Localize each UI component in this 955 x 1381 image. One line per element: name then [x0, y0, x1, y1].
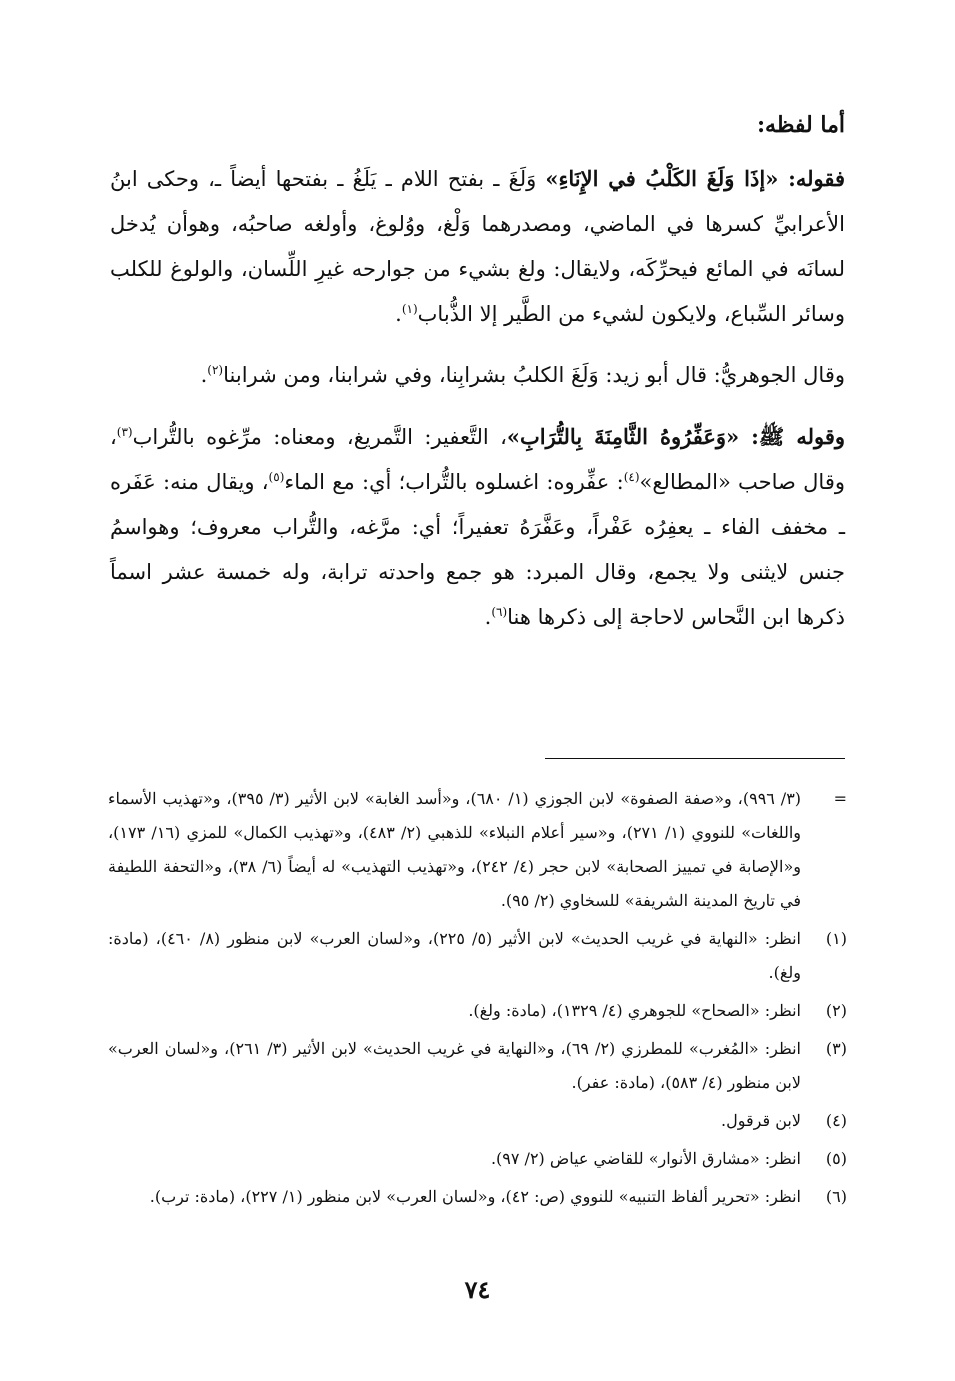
footnote-continued	[108, 782, 847, 918]
footnote-5	[108, 1142, 847, 1176]
footnote-1	[108, 922, 847, 990]
footnote-text: انظر: «تحرير ألفاظ التنبيه» للنووي (ص: ٤٢)، و«لسان العرب» لابن منظور (١/ ٢٢٧)، (مادة: ترب).	[149, 1187, 801, 1206]
footnote-marker: =	[833, 789, 847, 808]
footnote-ref-5[interactable]: (٥)	[268, 470, 285, 484]
footnote-2	[108, 994, 847, 1028]
paragraph-3	[110, 414, 845, 640]
hadith-quote-2: «وَعَفِّرُوهُ الثَّامِنَةَ بِالتُّرَابِ»	[506, 424, 740, 449]
paragraph-2	[110, 353, 845, 398]
p1-end: .	[395, 302, 402, 326]
p2-text: وقال الجوهريُّ: قال أبو زيد: وَلَغَ الكلبُ بشرابِنا، وفي شرابنا، ومن شرابنا	[223, 363, 845, 387]
footnote-text: انظر: «مشارق الأنوار» للقاضي عياض (٢/ ٩٧).	[490, 1149, 801, 1168]
p2-end: .	[200, 363, 208, 387]
footnote-ref-3[interactable]: (٣)	[116, 425, 133, 439]
footnote-number: (٣)	[825, 1039, 847, 1058]
p3-text-1: ، التَّعفير: التَّمريغ، ومعناه: مرِّغوه بالتُّراب	[132, 425, 507, 449]
p1-lead: فقوله:	[778, 166, 846, 191]
p3-end: .	[484, 605, 492, 629]
footnote-number: (١)	[825, 929, 847, 948]
footnotes	[108, 782, 847, 1218]
footnote-4	[108, 1104, 847, 1138]
footnote-text: انظر: «النهاية في غريب الحديث» لابن الأثير (٥/ ٢٢٥)، و«لسان العرب» لابن منظور (٨/ ٤٦٠)، (مادة: ولغ).	[108, 929, 802, 982]
footnote-ref-6[interactable]: (٦)	[491, 605, 508, 619]
footnote-ref-4[interactable]: (٤)	[623, 470, 640, 484]
section-heading: أما لفظه:	[756, 112, 845, 138]
p3-text-3: : عفِّروه: اغسلوه بالتُّراب؛ أي: مع الماء	[284, 470, 624, 494]
footnote-number: (٥)	[825, 1149, 847, 1168]
hadith-quote-1: «إذَا وَلَغَ الكَلْبُ في الإِنَاءِ»	[545, 166, 779, 191]
footnote-text: (٣/ ٩٩٦)، و«صفة الصفوة» لابن الجوزي (١/ ٦٨٠)، و«أسد الغابة» لابن الأثير (٣/ ٣٩٥)، و«تهذيب الأسماء واللغات» للنووي (١/ ٢٧١)، و«سير أعلام النبلاء» للذهبي (٢/ ٤٨٣)، و«تهذيب الكمال» للمزي (١٦/ ١٧٣)، و«الإصابة في تمييز الصحابة» لابن حجر (٤/ ٢٤٢)، و«تهذيب التهذيب» له أيضاً (٦/ ٣٨)، و«التحفة اللطيفة في تاريخ المدينة الشريفة» للسخاوي (٢/ ٩٥).	[108, 789, 802, 910]
footnote-number: (٢)	[825, 1001, 847, 1020]
footnote-ref-2[interactable]: (٢)	[207, 363, 224, 377]
footnote-ref-1[interactable]: (١)	[401, 302, 418, 316]
page-number: ٧٤	[464, 1275, 491, 1304]
footnote-text: انظر: «الصحاح» للجوهري (٤/ ١٣٢٩)، (مادة: ولغ).	[468, 1001, 801, 1020]
footnote-6	[108, 1180, 847, 1214]
footnote-number: (٤)	[825, 1111, 847, 1130]
footnote-text: لابن قرقول.	[721, 1111, 801, 1130]
footnote-separator	[545, 758, 845, 759]
footnote-3	[108, 1032, 847, 1100]
p3-text-2: ، وقال صاحب «المطالع»	[110, 425, 846, 494]
paragraph-1	[110, 156, 845, 337]
p3-text-4: ، ويقال منه: عَفَره ـ مخفف الفاء ـ يعفِرُه عَفْراً، وعَفَّرَهُ تعفيراً؛ أي: مرَّغه، والتُّراب معروف؛ وهواسمُ جنس لايثنى ولا يجمع، وقال المبرد: هو جمع واحدته ترابة، وله خمسة عشر اسماً ذكرها ابن النَّحاس لاحاجة إلى ذكرها هنا	[110, 470, 845, 629]
p1-text: وَلَغَ ـ بفتح اللام ـ يَلَغُ ـ بفتحها أيضاً ـ، وحكى ابنُ الأعرابيِّ كسرها في الماضي، ومصدرهما وَلْغ، ووُلوغ، وأولغه صاحبُه، وهوأن يُدخل لسانَه في المائع فيحرِّكَه، ولايقال: ولغ بشيء من جوارحه غيرِ اللِّسان، والولوغ للكلب وسائر السِّباع، ولايكون لشيء من الطَّير إلا الذُّباب	[110, 167, 845, 326]
footnote-number: (٦)	[825, 1187, 847, 1206]
main-text	[110, 108, 845, 656]
footnote-text: انظر: «المُغرب» للمطرزي (٢/ ٦٩)، و«النهاية في غريب الحديث» لابن الأثير (٣/ ٢٦١)، و«لسان العرب» لابن منظور (٤/ ٥٨٣)، (مادة: عفر).	[108, 1039, 801, 1092]
p3-lead: وقوله ﷺ:	[739, 424, 846, 449]
